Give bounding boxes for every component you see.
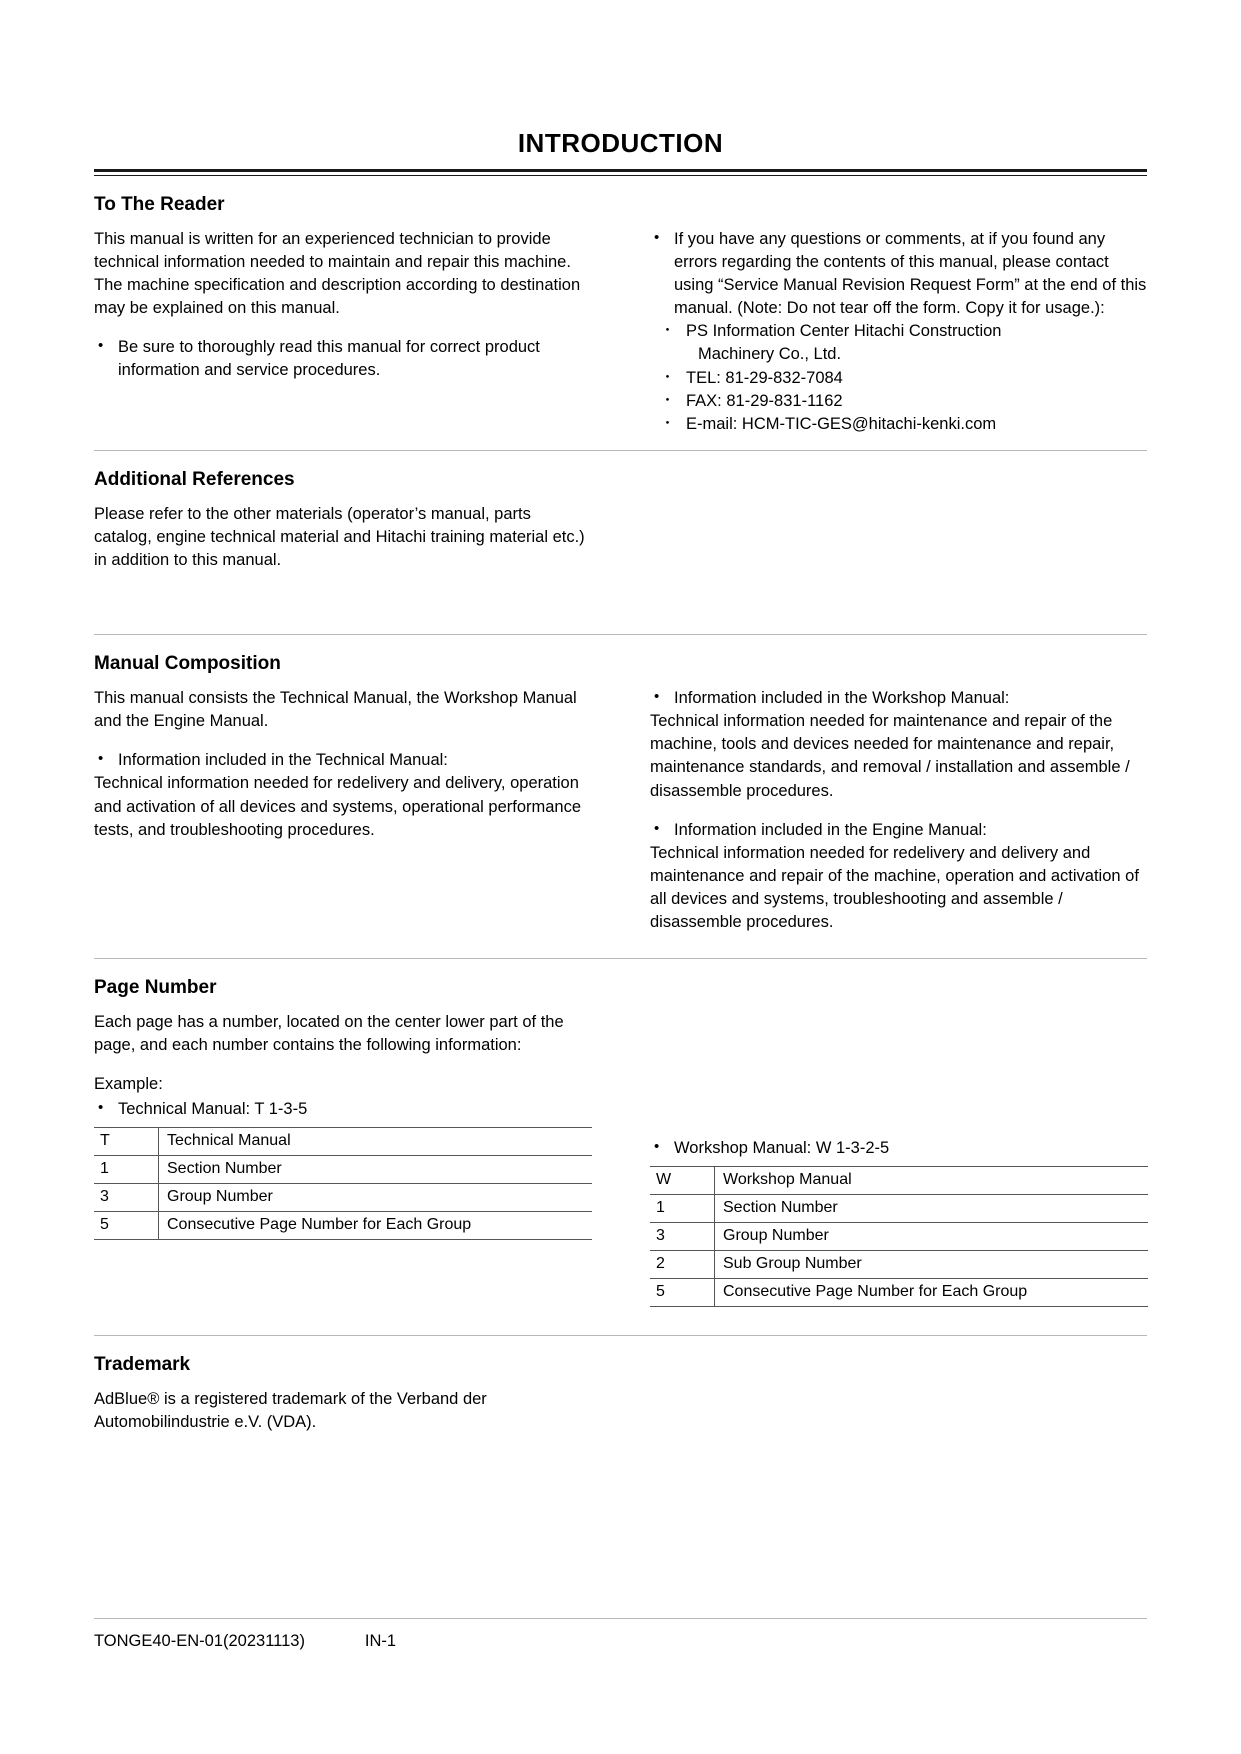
- to-the-reader-paragraph-1: This manual is written for an experienced technician to provide technical information needed to maintain and repair this machine.: [94, 230, 571, 272]
- section-heading-manual-composition: Manual Composition: [94, 653, 281, 675]
- document-code: TONGE40-EN-01(20231113): [94, 1632, 305, 1650]
- table-row: [94, 1128, 592, 1156]
- list-item: ・ TEL: 81-29-832-7084: [664, 367, 1148, 390]
- to-the-reader-left-bullets: [94, 336, 592, 382]
- list-item: • Information included in the Workshop Manual:: [650, 687, 1148, 710]
- table-cell-desc: Sub Group Number: [715, 1251, 1149, 1279]
- table-row: [650, 1279, 1148, 1307]
- table-cell-desc: Group Number: [159, 1184, 593, 1212]
- list-item: ・ PS Information Center Hitachi Construction: [664, 320, 1148, 343]
- engine-manual-bullet: [650, 819, 1148, 842]
- table-row: [650, 1251, 1148, 1279]
- page-number-paragraph: Each page has a number, located on the center lower part of the page, and each number contains the following information:: [94, 1013, 564, 1055]
- technical-manual-key-table: [94, 1127, 592, 1240]
- list-item-email: ・ E-mail: HCM-TIC-GES@hitachi-kenki.com: [664, 413, 1148, 436]
- table-cell-key: 3: [650, 1223, 715, 1251]
- footer-divider: [94, 1618, 1147, 1619]
- table-cell-key: 5: [94, 1212, 159, 1240]
- list-item: • If you have any questions or comments, at if you found any errors regarding the contents of this manual, please contact using “Service Manual Revision Request Form” at the end of this manual. (Note: Do not tear off the form. Copy it for usage.):: [650, 228, 1148, 320]
- table-cell-desc: Section Number: [159, 1156, 593, 1184]
- workshop-manual-key-table: [650, 1166, 1148, 1307]
- page-number-right-column: [650, 1011, 1148, 1307]
- trademark-left-column: [94, 1388, 592, 1434]
- table-cell-desc: Consecutive Page Number for Each Group: [159, 1212, 593, 1240]
- page-footer: [94, 1618, 1147, 1656]
- table-cell-key: 2: [650, 1251, 715, 1279]
- list-item: • Information included in the Technical Manual:: [94, 749, 592, 772]
- technical-manual-bullet: [94, 749, 592, 772]
- table-row: [650, 1195, 1148, 1223]
- section-page-number: [94, 959, 1147, 1335]
- workshop-manual-bullet: [650, 687, 1148, 710]
- additional-references-right-column: [650, 503, 1148, 572]
- table-cell-key: 1: [94, 1156, 159, 1184]
- section-heading-to-the-reader: To The Reader: [94, 194, 225, 215]
- table-cell-desc: Section Number: [715, 1195, 1149, 1223]
- list-item: ・ FAX: 81-29-831-1162: [664, 390, 1148, 413]
- section-trademark: [94, 1336, 1147, 1448]
- trademark-paragraph: AdBlue® is a registered trademark of the Verband der Automobilindustrie e.V. (VDA).: [94, 1390, 487, 1432]
- manual-composition-right-column: [650, 687, 1148, 934]
- section-heading-trademark: Trademark: [94, 1354, 191, 1376]
- title-divider: [94, 169, 1147, 176]
- to-the-reader-right-column: [650, 228, 1148, 436]
- page-title: INTRODUCTION: [517, 128, 724, 158]
- table-row: [650, 1167, 1148, 1195]
- page-number-label: IN-1: [364, 1632, 397, 1650]
- to-the-reader-right-bullets: [650, 228, 1148, 320]
- table-row: [94, 1156, 592, 1184]
- section-additional-references: [94, 451, 1147, 634]
- additional-references-left-column: [94, 503, 592, 572]
- page-number-left-column: [94, 1011, 592, 1307]
- to-the-reader-left-column: [94, 228, 592, 436]
- additional-references-paragraph: Please refer to the other materials (operator’s manual, parts catalog, engine technical material and Hitachi training material etc.) in addition to this manual.: [94, 504, 585, 570]
- table-cell-key: 5: [650, 1279, 715, 1307]
- section-manual-composition: [94, 635, 1147, 958]
- table-cell-key: 1: [650, 1195, 715, 1223]
- trademark-right-column: [650, 1388, 1148, 1434]
- table-row: [94, 1184, 592, 1212]
- section-heading-page-number: Page Number: [94, 977, 217, 999]
- technical-manual-example: • Technical Manual: T 1-3-5: [94, 1098, 592, 1121]
- list-item: • Be sure to thoroughly read this manual for correct product information and service procedures.: [94, 336, 592, 382]
- table-row: [650, 1223, 1148, 1251]
- manual-composition-paragraph: This manual consists the Technical Manual, the Workshop Manual and the Engine Manual.: [94, 689, 577, 731]
- section-heading-additional-references: Additional References: [94, 468, 295, 490]
- engine-manual-body: Technical information needed for redelivery and delivery and maintenance and repair of the machine, operation and activation of all devices and systems, troubleshooting and assemble / disassemble procedures.: [650, 843, 1139, 931]
- example-label: Example:: [94, 1075, 163, 1094]
- manual-composition-left-column: [94, 687, 592, 934]
- table-row: [94, 1212, 592, 1240]
- table-cell-key: T: [94, 1128, 159, 1156]
- workshop-manual-example: • Workshop Manual: W 1-3-2-5: [650, 1137, 1148, 1160]
- page-content: [94, 128, 1147, 1448]
- list-item: Machinery Co., Ltd.: [698, 345, 842, 364]
- table-cell-key: 3: [94, 1184, 159, 1212]
- contact-list: [650, 320, 1148, 435]
- section-to-the-reader: [94, 176, 1147, 450]
- table-cell-desc: Consecutive Page Number for Each Group: [715, 1279, 1149, 1307]
- table-cell-key: W: [650, 1167, 715, 1195]
- table-cell-desc: Technical Manual: [159, 1128, 593, 1156]
- to-the-reader-paragraph-2: The machine specification and description according to destination may be explained on this manual.: [94, 276, 581, 318]
- table-cell-desc: Workshop Manual: [715, 1167, 1149, 1195]
- table-cell-desc: Group Number: [715, 1223, 1149, 1251]
- technical-manual-body: Technical information needed for redelivery and delivery, operation and activation of all devices and systems, operational performance tests, and troubleshooting procedures.: [94, 774, 582, 839]
- workshop-manual-body: Technical information needed for maintenance and repair of the machine, tools and devices needed for maintenance and repair, maintenance standards, and removal / installation and assemble / disassemble procedures.: [650, 712, 1130, 800]
- list-item: • Information included in the Engine Manual:: [650, 819, 1148, 842]
